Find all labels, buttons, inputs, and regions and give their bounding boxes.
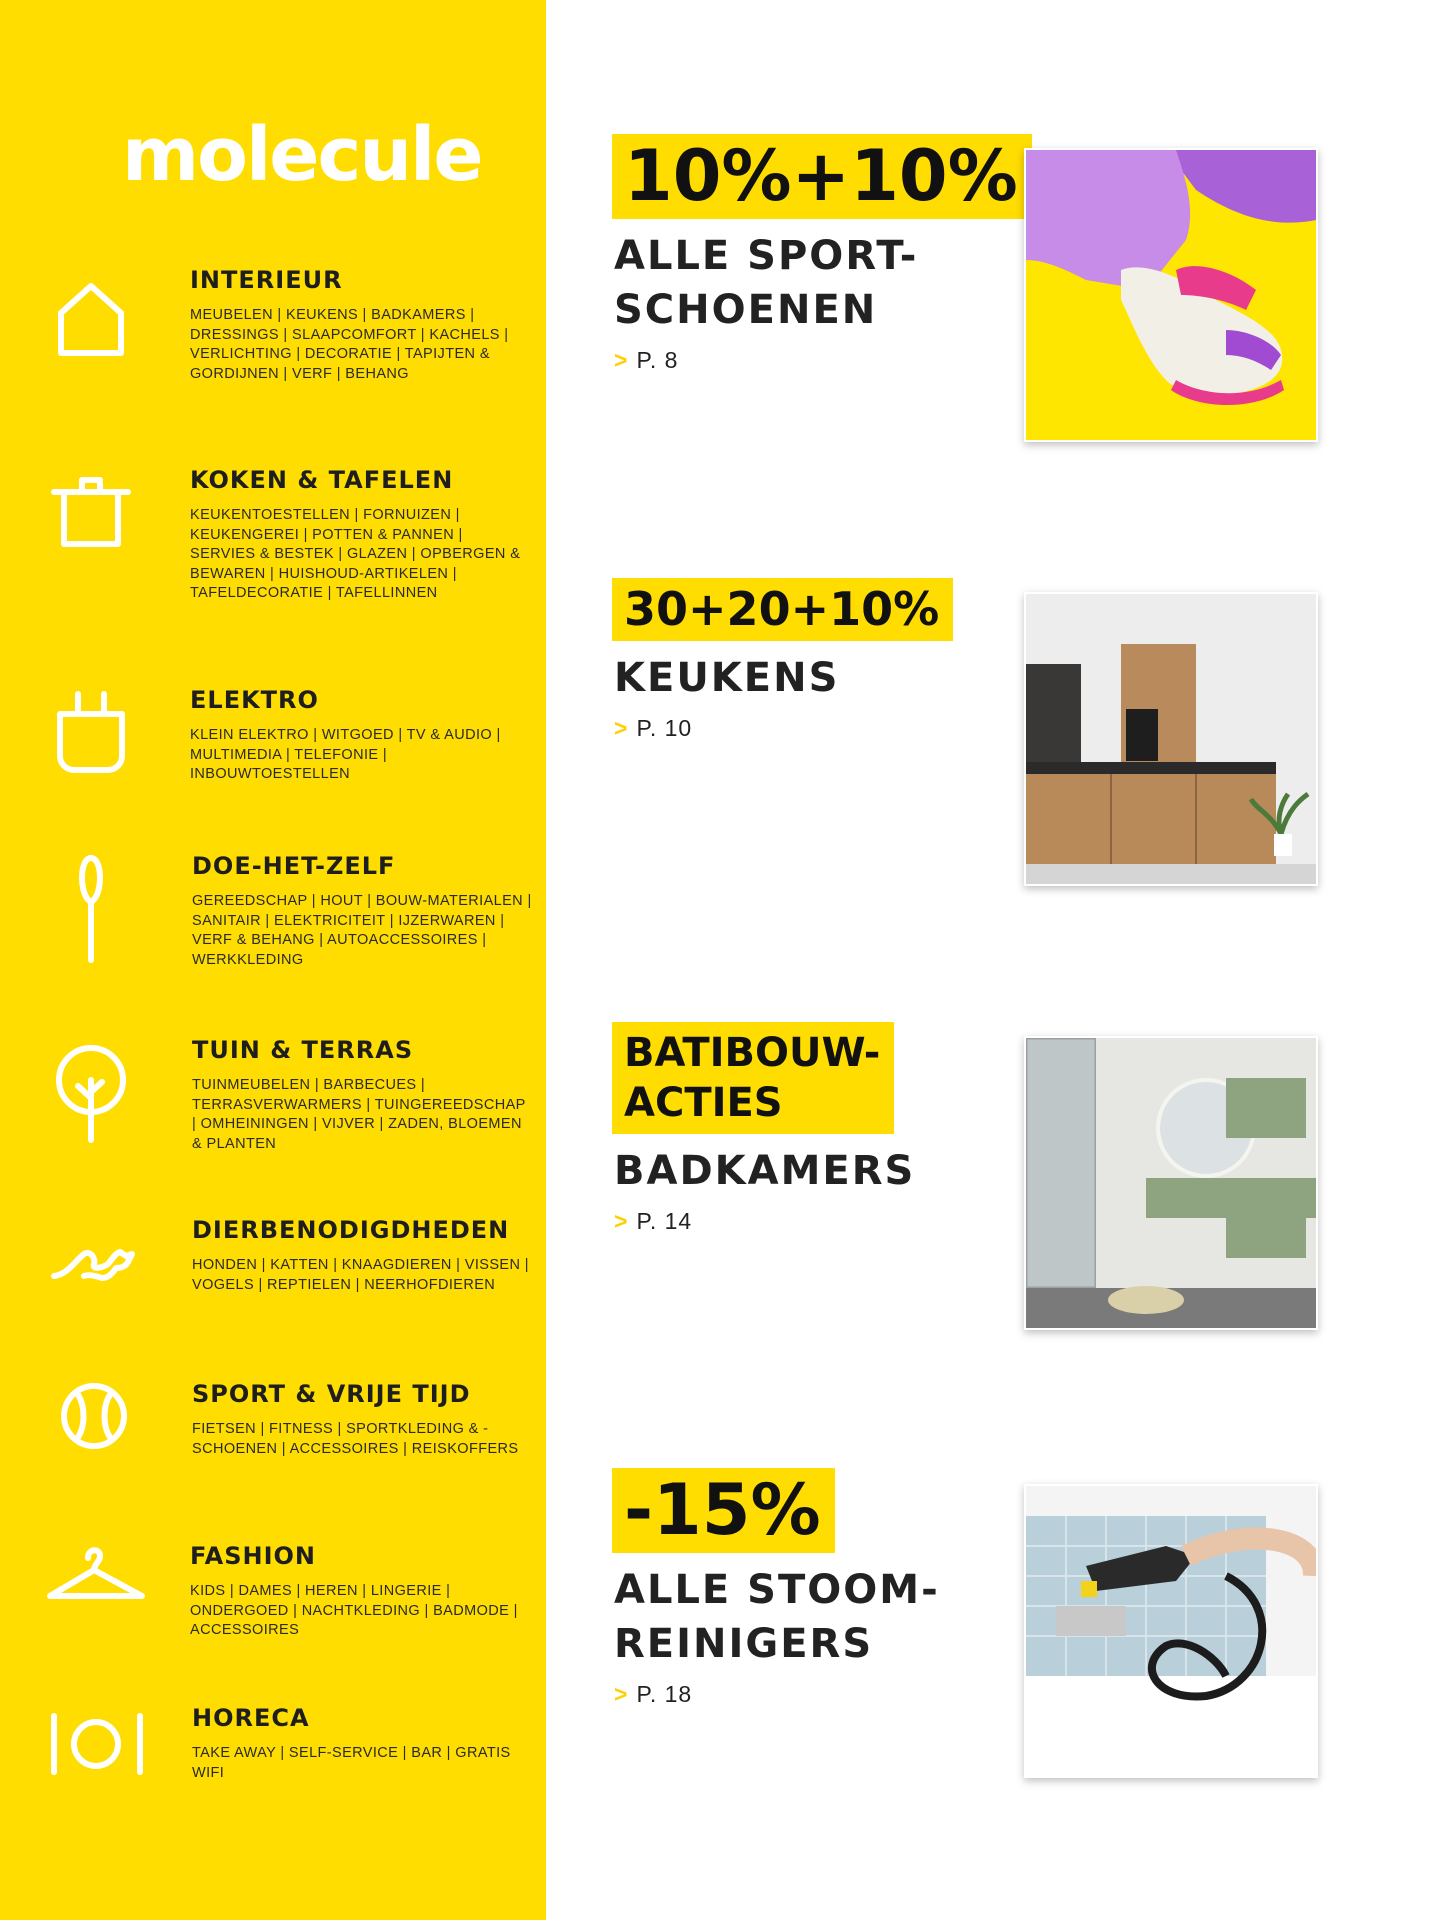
- arrow-icon: >: [614, 714, 629, 741]
- discount-badge: 10%+10%: [612, 134, 1032, 219]
- promo-sport-schoenen[interactable]: [612, 134, 1032, 374]
- category-title: HORECA: [192, 1704, 310, 1732]
- promo-headline: BADKAMERS: [614, 1148, 916, 1194]
- plug-icon: [46, 682, 136, 782]
- promo-badkamers[interactable]: [612, 1022, 915, 1235]
- page-reference[interactable]: > P. 8: [614, 347, 679, 373]
- sneaker-photo: [1024, 148, 1318, 442]
- arrow-icon: >: [614, 1208, 629, 1234]
- house-icon: [46, 268, 136, 368]
- screwdriver-icon: [46, 848, 136, 968]
- promo-keukens[interactable]: [612, 578, 953, 742]
- tree-icon: [46, 1036, 136, 1146]
- discount-badge: 30+20+10%: [612, 578, 953, 641]
- category-title: TUIN & TERRAS: [192, 1036, 414, 1064]
- cooking-pot-icon: [46, 462, 136, 562]
- category-items: MEUBELEN | KEUKENS | BADKAMERS | DRESSINGS | SLAAPCOMFORT | KACHELS | VERLICHTING | DECORATIE | TAPIJTEN & GORDIJNEN | VERF | BEHANG: [190, 307, 509, 382]
- category-items: KIDS | DAMES | HEREN | LINGERIE | ONDERGOED | NACHTKLEDING | BADMODE | ACCESSOIRES: [190, 1583, 518, 1639]
- page-reference[interactable]: > P. 14: [614, 1208, 693, 1234]
- promo-headline: ALLE SPORT- SCHOENEN: [614, 233, 919, 333]
- category-items: FIETSEN | FITNESS | SPORTKLEDING & -SCHOENEN | ACCESSOIRES | REISKOFFERS: [192, 1421, 519, 1457]
- category-title: DIERBENODIGDHEDEN: [192, 1216, 510, 1244]
- category-title: FASHION: [190, 1542, 317, 1570]
- category-sidebar: [0, 0, 546, 1920]
- category-title: KOKEN & TAFELEN: [190, 466, 454, 494]
- arrow-icon: >: [614, 1681, 629, 1707]
- category-items: KEUKENTOESTELLEN | FORNUIZEN | KEUKENGEREI | POTTEN & PANNEN | SERVIES & BESTEK | GLAZEN | OPBERGEN & BEWAREN | HUISHOUD-ARTIKELEN | TAFELDECORATIE | TAFELLINNEN: [190, 507, 521, 602]
- category-title: SPORT & VRIJE TIJD: [192, 1380, 471, 1408]
- discount-badge: -15%: [612, 1468, 835, 1553]
- category-title: DOE-HET-ZELF: [192, 852, 396, 880]
- kitchen-photo: [1024, 592, 1318, 886]
- bathroom-photo: [1024, 1036, 1318, 1330]
- category-title: INTERIEUR: [190, 266, 343, 294]
- promo-headline: KEUKENS: [614, 654, 840, 701]
- category-items: GEREEDSCHAP | HOUT | BOUW-MATERIALEN | SANITAIR | ELEKTRICITEIT | IJZERWAREN | VERF & BEHANG | AUTOACCESSOIRES | WERKKLEDING: [192, 893, 532, 968]
- ball-icon: [46, 1376, 136, 1476]
- molecule-logo: molecule: [122, 112, 482, 198]
- steam-cleaner-photo: [1024, 1484, 1318, 1778]
- hanger-icon: [42, 1538, 152, 1628]
- plate-cutlery-icon: [44, 1700, 154, 1790]
- batibouw-badge: BATIBOUW- ACTIES: [612, 1022, 894, 1134]
- promo-stoomreinigers[interactable]: [612, 1468, 940, 1708]
- category-items: KLEIN ELEKTRO | WITGOED | TV & AUDIO | MULTIMEDIA | TELEFONIE | INBOUWTOESTELLEN: [190, 727, 501, 783]
- category-items: TAKE AWAY | SELF-SERVICE | BAR | GRATIS WIFI: [192, 1745, 511, 1781]
- page-reference[interactable]: > P. 18: [614, 1681, 693, 1707]
- arrow-icon: >: [614, 347, 629, 373]
- category-items: TUINMEUBELEN | BARBECUES | TERRASVERWARMERS | TUINGEREEDSCHAP | OMHEININGEN | VIJVER | ZADEN, BLOEMEN & PLANTEN: [192, 1077, 526, 1152]
- category-items: HONDEN | KATTEN | KNAAGDIEREN | VISSEN | VOGELS | REPTIELEN | NEERHOFDIEREN: [192, 1257, 529, 1293]
- page-reference[interactable]: > P. 10: [614, 714, 693, 741]
- promo-headline: ALLE STOOM- REINIGERS: [614, 1567, 940, 1667]
- category-title: ELEKTRO: [190, 686, 319, 714]
- dog-icon: [46, 1218, 146, 1318]
